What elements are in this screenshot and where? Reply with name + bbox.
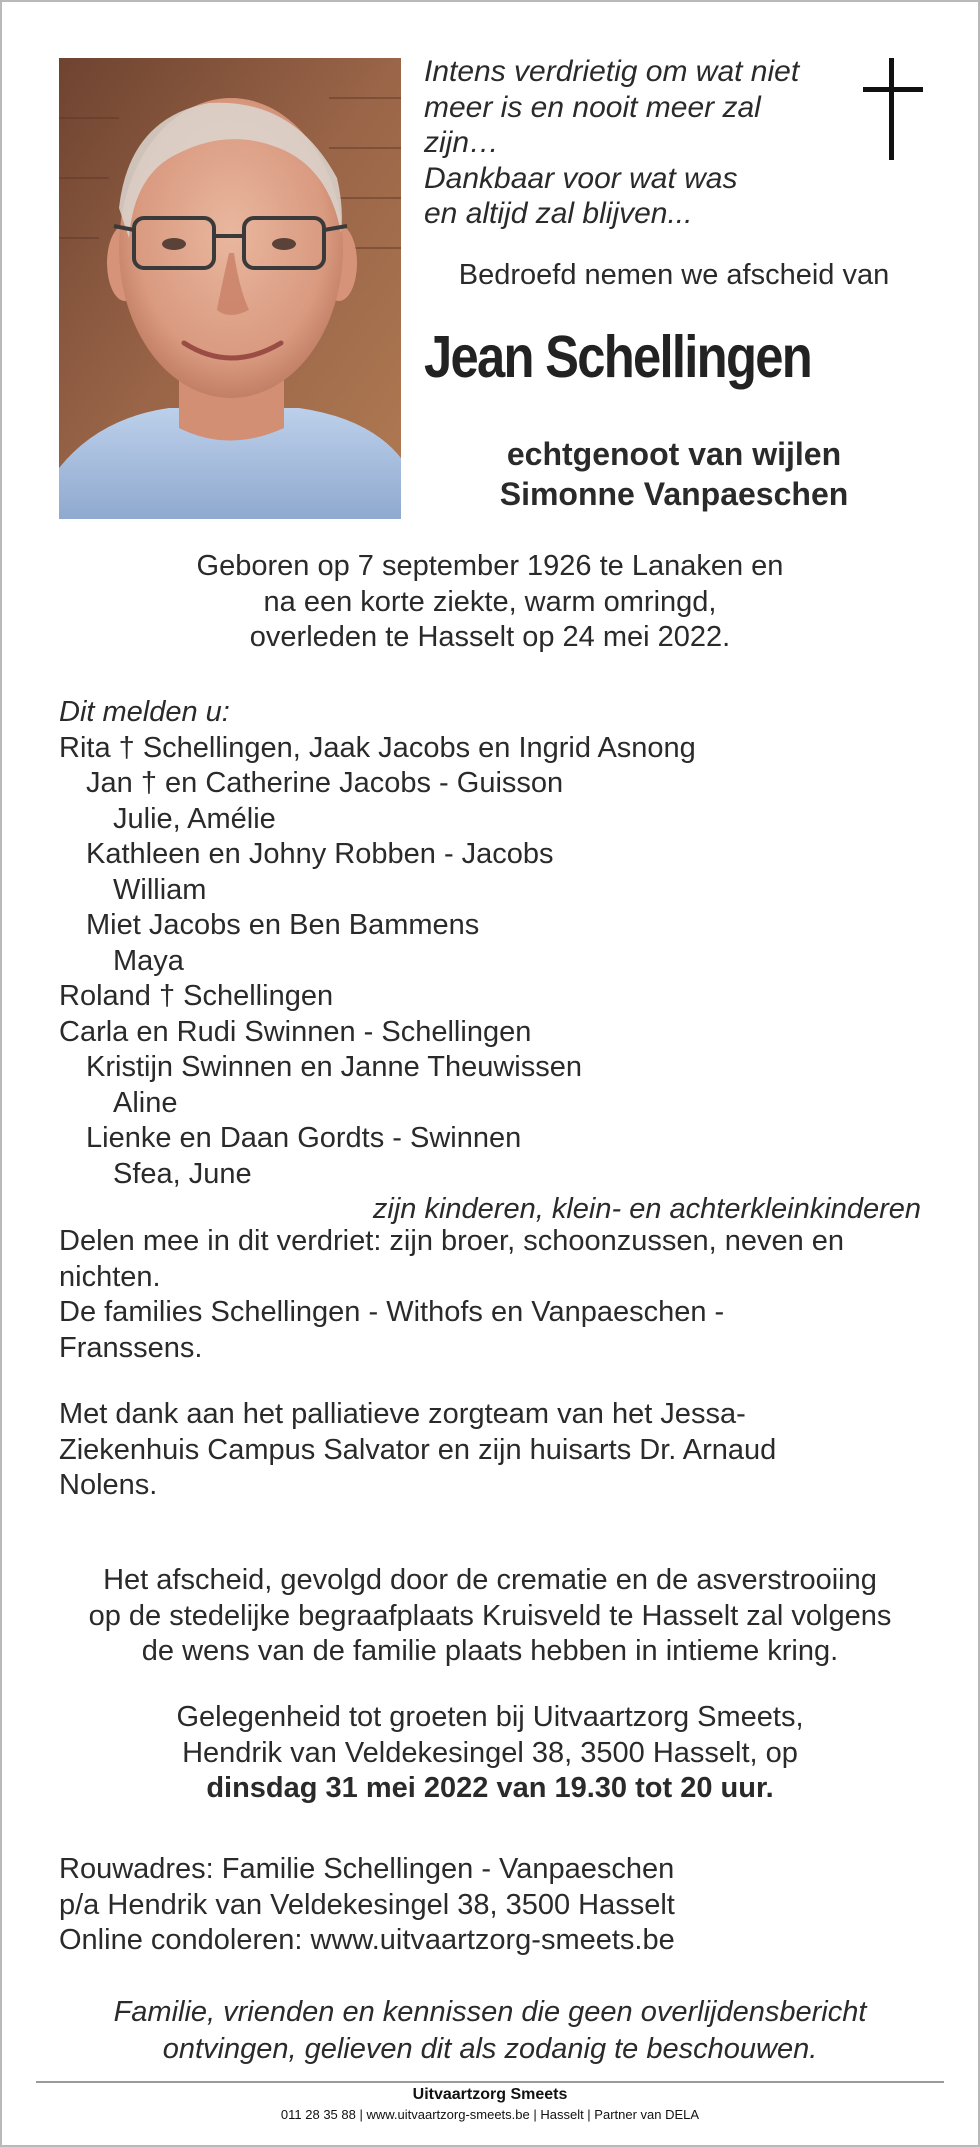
portrait-photo	[59, 58, 401, 519]
birth-line: na een korte ziekte, warm omringd,	[263, 585, 717, 618]
visit-line: Gelegenheid tot groeten bij Uitvaartzorg Smeets,	[176, 1701, 804, 1733]
family-member-line: Jan † en Catherine Jacobs - Guisson	[86, 767, 564, 799]
deceased-name: Jean Schellingen	[424, 324, 811, 390]
note-line: Familie, vrienden en kennissen die geen overlijdensbericht	[113, 1996, 867, 2028]
intro-text: Bedroefd nemen we afscheid van	[458, 259, 890, 291]
share-line: De families Schellingen - Withofs en Vanpaeschen -	[59, 1296, 725, 1328]
footer-divider	[36, 2081, 944, 2083]
poem-line: Intens verdrietig om wat niet	[424, 55, 800, 88]
spouse-info	[424, 434, 924, 514]
thanks-line: Met dank aan het palliatieve zorgteam van het Jessa-	[59, 1398, 746, 1430]
share-line: Franssens.	[59, 1331, 203, 1364]
poem-line: Dankbaar voor wat was	[424, 161, 738, 195]
family-member-line: Maya	[113, 944, 184, 977]
family-member-line: Carla en Rudi Swinnen - Schellingen	[59, 1015, 532, 1048]
family-member-line: Roland † Schellingen	[59, 980, 334, 1012]
funeral-home-details: 011 28 35 88 | www.uitvaartzorg-smeets.be | Hasselt | Partner van DELA	[280, 2107, 700, 2122]
family-member-line: Lienke en Daan Gordts - Swinnen	[86, 1122, 522, 1154]
funeral-home-name: Uitvaartzorg Smeets	[412, 2086, 568, 2103]
birth-line: Geboren op 7 september 1926 te Lanaken en	[196, 550, 784, 582]
visitation-info	[0, 1700, 980, 1807]
family-member-line: Miet Jacobs en Ben Bammens	[86, 909, 480, 941]
birth-line: overleden te Hasselt op 24 mei 2022.	[249, 621, 731, 653]
address-line: Online condoleren: www.uitvaartzorg-smeets.be	[59, 1924, 675, 1956]
poem	[424, 54, 824, 232]
family-member-line: Kristijn Swinnen en Janne Theuwissen	[86, 1051, 582, 1083]
poem-line: zijn…	[424, 126, 500, 159]
family-relation: zijn kinderen, klein- en achterkleinkinderen	[372, 1193, 921, 1225]
closing-note	[0, 1994, 980, 2068]
cross-icon	[863, 58, 923, 160]
thanks-text	[59, 1397, 929, 1504]
spouse-line: Simonne Vanpaeschen	[499, 476, 849, 512]
visit-line: Hendrik van Veldekesingel 38, 3500 Hasselt, op	[182, 1736, 798, 1769]
family-member-line: Aline	[113, 1086, 178, 1119]
address-line: p/a Hendrik van Veldekesingel 38, 3500 Hasselt	[59, 1888, 675, 1921]
family-members	[59, 731, 939, 1193]
share-line: nichten.	[59, 1260, 161, 1293]
family-member-line: William	[113, 873, 207, 906]
share-grief	[59, 1224, 929, 1366]
mourning-address	[59, 1852, 929, 1959]
farewell-line: Het afscheid, gevolgd door de crematie en de asverstrooiing	[103, 1564, 877, 1596]
address-line: Rouwadres: Familie Schellingen - Vanpaeschen	[59, 1853, 675, 1885]
poem-line: en altijd zal blijven...	[424, 197, 693, 230]
farewell-line: op de stedelijke begraafplaats Kruisveld te Hasselt zal volgens	[88, 1599, 892, 1632]
thanks-line: Nolens.	[59, 1469, 158, 1501]
farewell-line: de wens van de familie plaats hebben in intieme kring.	[141, 1635, 839, 1667]
thanks-line: Ziekenhuis Campus Salvator en zijn huisarts Dr. Arnaud	[59, 1433, 777, 1466]
note-line: ontvingen, gelieven dit als zodanig te beschouwen.	[162, 2033, 818, 2065]
visit-date: dinsdag 31 mei 2022 van 19.30 tot 20 uur.	[206, 1772, 774, 1804]
family-member-line: Kathleen en Johny Robben - Jacobs	[86, 838, 554, 870]
family-member-line: Sfea, June	[113, 1157, 252, 1190]
family-member-line: Julie, Amélie	[113, 802, 276, 835]
spouse-line: echtgenoot van wijlen	[506, 436, 842, 472]
poem-line: meer is en nooit meer zal	[424, 90, 761, 124]
share-line: Delen mee in dit verdriet: zijn broer, schoonzussen, neven en	[59, 1225, 845, 1257]
farewell-text	[0, 1563, 980, 1670]
family-list	[59, 695, 939, 1228]
family-heading: Dit melden u:	[59, 696, 230, 728]
birth-death-info	[0, 549, 980, 656]
family-member-line: Rita † Schellingen, Jaak Jacobs en Ingrid Asnong	[59, 731, 696, 764]
